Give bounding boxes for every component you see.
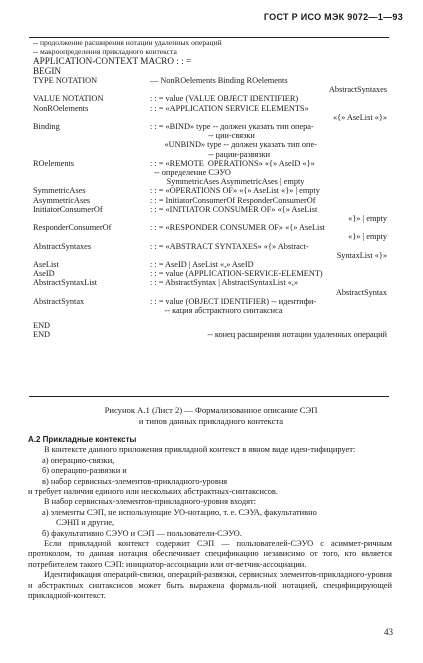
definition-label xyxy=(33,288,150,297)
figure-caption xyxy=(30,405,392,427)
definition-label xyxy=(33,306,150,315)
end-comment: -- конец расширения нотации удаленных операций xyxy=(207,330,387,340)
list-item-continuation: СЭНП и другие, xyxy=(56,518,115,528)
definition-label: NonROelements xyxy=(33,103,89,113)
definition-row xyxy=(33,150,389,159)
definition-row xyxy=(33,214,389,223)
paragraph: Идентификация операций-связки, операций-развязки, сервисных элементов-прикладного-уровня и абстрактных синтаксисов может быть выражена формаль-ной нотацией, специфицирующей прикладной-контекст. xyxy=(28,570,392,601)
definition-text: : : = «ABSTRACT SYNTAXES» «{» Abstract- xyxy=(150,241,309,251)
definition-row xyxy=(33,85,389,94)
definition-row xyxy=(33,196,389,205)
end-line: END xyxy=(33,330,51,340)
intro-comment: -- продолжение расширения нотации удаленных операций xyxy=(33,38,222,47)
definition-label: AseList xyxy=(33,260,59,270)
paragraph: В контексте данного приложения прикладной контекст в явном виде иден-тифицирует: xyxy=(44,445,356,455)
list-item: б) факультативно СЭУО и СЭП — пользователи-СЭУО. xyxy=(42,528,242,538)
paragraph: Если прикладной контекст содержит СЭП — пользователей-СЭУО с асиммет-ричным протоколом, то данная нотация обеспечивает спецификацию независимо от того, кто является потребителем такого СЭП: инициатор-ассоциации или от-ветчик-ассоциации. xyxy=(28,539,392,569)
list-item: а) элементы СЭП, не использующие УО-нотацию, т. е. СЭУА, факультативно xyxy=(42,507,317,517)
definition-label xyxy=(33,150,150,159)
macro-line: APPLICATION-CONTEXT MACRO : : = xyxy=(33,56,192,66)
definition-label xyxy=(33,140,150,149)
definition-text: : : = InitiatorConsumerOf ResponderConsumerOf xyxy=(150,195,316,205)
definition-label xyxy=(33,113,150,122)
definition-row xyxy=(33,122,389,131)
list-item: б) операцию-развязки и xyxy=(42,466,127,476)
list-item: в) набор сервисных-элементов-прикладного-уровня xyxy=(42,476,228,486)
definition-label xyxy=(33,85,150,94)
definition-label: AbstractSyntaxes xyxy=(33,241,92,251)
definition-text: : : = value (OBJECT IDENTIFIER) -- идентифи- xyxy=(150,296,317,306)
definition-text: : : = «RESPONDER CONSUMER OF» «{» AseList xyxy=(150,223,325,233)
definition-row xyxy=(33,260,389,269)
definition-row xyxy=(33,205,389,214)
definition-text: AbstractSyntaxes xyxy=(328,85,387,95)
definition-text: : : = AseID | AseList «,» AseID xyxy=(150,260,254,270)
caption-line: Рисунок А.1 (Лист 2) — Формализованное описание СЭП xyxy=(104,405,318,415)
page-header: ГОСТ Р ИСО МЭК 9072—1—93 xyxy=(263,12,403,22)
definition-label: AsymmetricAses xyxy=(33,195,91,205)
definition-row xyxy=(33,140,389,149)
definition-label xyxy=(33,177,150,186)
definition-text: : : = «APPLICATION SERVICE ELEMENTS» xyxy=(150,103,309,113)
definition-text: -- ции-связки xyxy=(150,131,255,141)
definition-row xyxy=(33,186,389,195)
definition-row xyxy=(33,288,389,297)
definition-text: — NonROelements Binding ROelements xyxy=(150,76,288,85)
definition-text: : : = value (VALUE OBJECT IDENTIFIER) xyxy=(150,94,299,104)
list-item: а) операцию-связки, xyxy=(42,455,115,465)
intro-comment: -- макроопределения прикладного контекста xyxy=(33,47,177,56)
definition-row xyxy=(33,177,389,186)
definition-row xyxy=(33,94,389,103)
section-body xyxy=(28,435,392,602)
definition-text: : : = «REMOTE OPERATIONS» «{» AseID «}» xyxy=(150,158,315,168)
definition-row xyxy=(33,242,389,251)
definition-text: : : = «OPERATIONS OF» «{» AseList «}» | empty xyxy=(150,186,320,196)
definition-row xyxy=(33,76,389,85)
definition-text: «UNBIND» type -- должен указать тип опе- xyxy=(150,140,317,150)
definition-row xyxy=(33,104,389,113)
definition-text: «}» | empty xyxy=(348,232,387,242)
definition-text: «}» | empty xyxy=(348,214,387,224)
end-line: END xyxy=(33,321,51,331)
definition-row xyxy=(33,232,389,241)
definition-label xyxy=(33,251,150,260)
definition-row xyxy=(33,168,389,177)
definition-text: «{» AseList «}» xyxy=(332,112,387,122)
definition-label: SymmetricAses xyxy=(33,186,86,196)
definition-row xyxy=(33,159,389,168)
caption-line: и типов данных прикладного контекста xyxy=(138,416,284,426)
definition-row xyxy=(33,306,389,315)
definition-text: -- рации-развязки xyxy=(150,149,271,159)
definition-text: : : = «INITIATOR CONSUMER OF» «{» AseList xyxy=(150,204,318,214)
definition-label: AbstractSyntax xyxy=(33,296,85,306)
definition-label: ROelements xyxy=(33,158,75,168)
definition-label xyxy=(33,168,150,177)
definition-row xyxy=(33,278,389,287)
definition-row xyxy=(33,113,389,122)
page-number: 43 xyxy=(384,627,393,637)
definition-label: ResponderConsumerOf xyxy=(33,223,112,233)
definition-text: SyntaxList «}» xyxy=(336,250,387,260)
section-heading: А.2 Прикладные контексты xyxy=(28,435,137,444)
definition-label xyxy=(33,131,150,140)
definition-text: SymmetricAses AsymmetricAses | empty xyxy=(150,177,305,187)
definition-text: : : = value (APPLICATION-SERVICE-ELEMENT) xyxy=(150,269,323,279)
definition-label: TYPE NOTATION xyxy=(33,76,98,85)
definition-label: Binding xyxy=(33,122,60,132)
definition-text: : : = «BIND» type -- должен указать тип опера- xyxy=(150,122,314,132)
definition-text: : : = AbstractSyntax | AbstractSyntaxList «,» xyxy=(150,278,299,288)
definition-row xyxy=(33,297,389,306)
definition-text: -- определение СЭУО xyxy=(150,168,231,178)
definition-label xyxy=(33,214,150,223)
formal-description-box xyxy=(29,37,389,397)
paragraph: и требует наличия единого или нескольких абстрактных-синтаксисов. xyxy=(28,487,278,497)
definition-row xyxy=(33,251,389,260)
definition-row xyxy=(33,223,389,232)
definition-label: AseID xyxy=(33,269,55,279)
definition-label: InitiatorConsumerOf xyxy=(33,204,103,214)
definition-row xyxy=(33,269,389,278)
definition-label: AbstractSyntaxList xyxy=(33,278,98,288)
definition-row xyxy=(33,131,389,140)
definition-label: VALUE NOTATION xyxy=(33,94,104,104)
definition-label xyxy=(33,232,150,241)
paragraph: В набор сервисных-элементов-прикладного-уровня входят: xyxy=(44,497,256,507)
begin-line: BEGIN xyxy=(33,66,62,76)
definition-text: -- кация абстрактного синтаксиса xyxy=(150,306,283,316)
definition-text: AbstractSyntax xyxy=(335,287,387,297)
